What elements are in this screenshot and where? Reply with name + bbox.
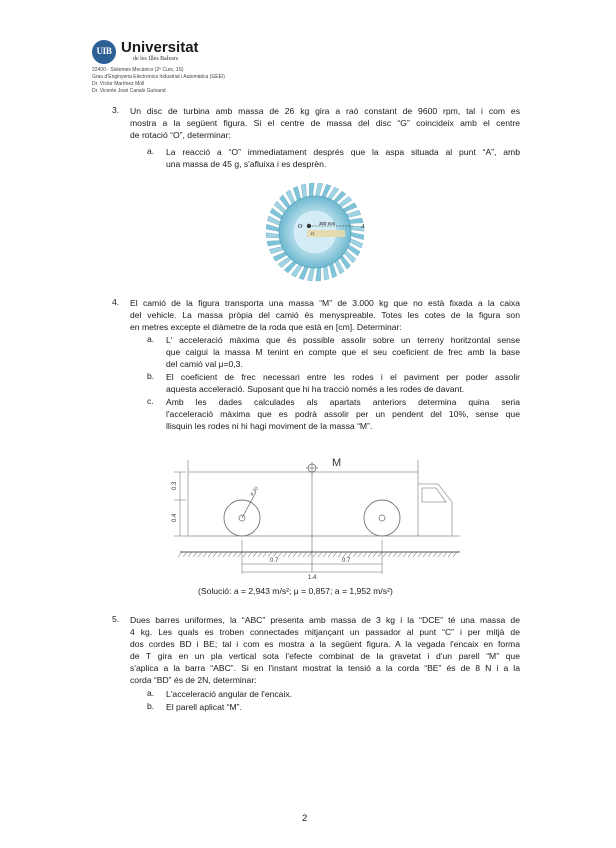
- hatch-line: [223, 552, 227, 557]
- hatch-line: [308, 552, 312, 557]
- item-line: El coeficient de frec necessari entre les rodes i el paviment per poder assolir: [166, 372, 520, 382]
- dim-total: 1.4: [308, 575, 317, 580]
- hatch-line: [203, 552, 207, 557]
- hatch-line: [178, 552, 182, 557]
- hatch-line: [303, 552, 307, 557]
- problem-4-number: 4.: [112, 297, 120, 307]
- problem-5-statement: [130, 614, 520, 686]
- label-O: O: [298, 224, 303, 230]
- item-line: l'acceleració màxima que es podrà assolir per un pendent del 10%, sense que: [166, 409, 520, 419]
- problem-5-item-a: L'acceleració angular de l'encaix.: [166, 689, 293, 699]
- hatch-line: [338, 552, 342, 557]
- hatch-line: [218, 552, 222, 557]
- label-A: A: [361, 224, 365, 230]
- wheel-diameter-label: ø 30: [248, 485, 260, 498]
- hatch-line: [423, 552, 427, 557]
- logo-abbr: UIB: [96, 46, 112, 56]
- hatch-line: [293, 552, 297, 557]
- hatch-line: [208, 552, 212, 557]
- hatch-line: [353, 552, 357, 557]
- problem-4-solution: (Solució: a = 2,943 m/s²; μ = 0,857; a = 1,952 m/s²): [198, 586, 393, 596]
- hatch-line: [323, 552, 327, 557]
- label-G: G: [311, 231, 315, 236]
- item-line: una massa de 45 g, s'afluixa i es desprèn.: [166, 159, 327, 169]
- truck-figure: [160, 440, 470, 580]
- truck-cab: [418, 484, 452, 536]
- hatch-line: [453, 552, 457, 557]
- problem-4-item-c: [166, 396, 520, 432]
- author-line-1: Dr. Víctor Martínez Moll: [92, 81, 145, 87]
- problem-5-line: s'aplica a la barra “ABC”. Si en l'instant mostrat la tensió a la corda “BE” és de 8 N i a la: [130, 663, 520, 673]
- problem-3-line: Un disc de turbina amb massa de 26 kg gira a raó constant de 9600 rpm, tal i com es: [130, 106, 520, 116]
- problem-5-number: 5.: [112, 614, 120, 624]
- problem-4-item-c-label: c.: [147, 396, 154, 406]
- page-number: 2: [302, 813, 308, 824]
- hatch-line: [443, 552, 447, 557]
- problem-4-statement: [130, 297, 520, 333]
- hatch-line: [428, 552, 432, 557]
- problem-5-line: dos cordes BD i BE; tal i com es mostra a la següent figura. A la vegada l'encaix en forma: [130, 639, 520, 649]
- university-name: Universitat: [121, 39, 199, 56]
- dim-right: 0.7: [342, 558, 351, 564]
- hatch-line: [238, 552, 242, 557]
- problem-4-item-b-label: b.: [147, 371, 155, 381]
- hatch-line: [318, 552, 322, 557]
- item-line: Amb les dades calculades als apartats anteriors determina quina seria: [166, 397, 520, 407]
- problem-5-line: Dues barres uniformes, la “ABC” presenta amb massa de 3 kg i la “DCE” té una massa de: [130, 615, 520, 625]
- hatch-line: [393, 552, 397, 557]
- hatch-line: [188, 552, 192, 557]
- problem-4-line: del vehicle. La massa pròpia del camió és menyspreable. Totes les cotes de la figura son: [130, 310, 520, 320]
- hatch-line: [378, 552, 382, 557]
- hatch-line: [368, 552, 372, 557]
- hatch-line: [278, 552, 282, 557]
- hatch-line: [398, 552, 402, 557]
- hatch-line: [298, 552, 302, 557]
- hatch-line: [233, 552, 237, 557]
- hatch-line: [418, 552, 422, 557]
- problem-5-item-a-label: a.: [147, 688, 155, 698]
- problem-4-item-b: [166, 371, 520, 395]
- problem-3-line: de rotació “O”, determinar:: [130, 130, 231, 140]
- item-line: del camió val μ=0,3.: [166, 359, 243, 369]
- hatch-line: [313, 552, 317, 557]
- hatch-line: [253, 552, 257, 557]
- problem-3-item-a-label: a.: [147, 146, 155, 156]
- hatch-line: [198, 552, 202, 557]
- hatch-line: [343, 552, 347, 557]
- hatch-line: [448, 552, 452, 557]
- hatch-line: [268, 552, 272, 557]
- turbine-disc-figure: [245, 182, 385, 282]
- hatch-line: [438, 552, 442, 557]
- hatch-line: [348, 552, 352, 557]
- degree-line: Grau d'Enginyeria Electrònica Industrial i Automàtica (GEEI): [92, 74, 225, 80]
- item-line: La reacció a “O” immediatament després que la aspa situada al punt “A”, amb: [166, 147, 520, 157]
- problem-3-item-a: [166, 146, 520, 170]
- problem-5-item-b: El parell aplicat “M”.: [166, 702, 242, 712]
- uib-logo: [92, 40, 116, 64]
- problem-5-line: corda “BD” és de 2N, determinar:: [130, 675, 257, 685]
- problem-4-item-a-label: a.: [147, 334, 155, 344]
- problem-4-item-a: [166, 334, 520, 370]
- radius-dimension: 300 mm: [319, 221, 336, 226]
- hatch-line: [388, 552, 392, 557]
- problem-4-line: en metres excepte el diàmetre de la roda que està en [cm]. Determinar:: [130, 322, 402, 332]
- problem-4-line: El camió de la figura transporta una massa “M” de 3.000 kg que no està fixada a la caixa: [130, 298, 520, 308]
- hatch-line: [243, 552, 247, 557]
- author-line-2: Dr. Vicente José Canals Guinand: [92, 88, 166, 94]
- hatch-line: [333, 552, 337, 557]
- item-line: llisquin les rodes ni hi hagi moviment de la massa “M”.: [166, 421, 373, 431]
- hatch-line: [358, 552, 362, 557]
- hatch-line: [288, 552, 292, 557]
- hatch-line: [373, 552, 377, 557]
- hatch-line: [193, 552, 197, 557]
- university-subtitle: de les Illes Balears: [133, 56, 179, 62]
- ground-hatch: [178, 552, 457, 557]
- problem-5-line: de T gira en un pla vertical sota l'efecte combinat de la gravetat i d'un parell “M” que: [130, 651, 520, 661]
- front-wheel-hub: [379, 515, 385, 521]
- dim-left: 0.7: [270, 558, 279, 564]
- hatch-line: [263, 552, 267, 557]
- hatch-line: [413, 552, 417, 557]
- item-line: L' acceleració màxima que és possible assolir sobre un terreny horitzontal sense: [166, 335, 520, 345]
- hatch-line: [408, 552, 412, 557]
- hatch-line: [403, 552, 407, 557]
- problem-5-line: 4 kg. Les quals es troben connectades mitjançant un passador al punt “C” i per mitjà de: [130, 627, 520, 637]
- hatch-line: [328, 552, 332, 557]
- item-line: aquesta acceleració. Suposant que hi ha tracció només a les rodes de davant.: [166, 384, 465, 394]
- problem-3-statement: [130, 105, 520, 141]
- problem-3-number: 3.: [112, 105, 120, 115]
- course-line: 22400 - Sistemes Mecànics (2º Curs, 1S): [92, 67, 184, 73]
- hatch-line: [258, 552, 262, 557]
- hatch-line: [383, 552, 387, 557]
- hatch-line: [433, 552, 437, 557]
- dim-vertical-bottom: 0.4: [172, 513, 178, 522]
- item-line: que caigui la massa M tenint en compte que el seu coeficient de frec amb la base: [166, 347, 520, 357]
- hatch-line: [183, 552, 187, 557]
- hatch-line: [228, 552, 232, 557]
- hatch-line: [273, 552, 277, 557]
- hatch-line: [248, 552, 252, 557]
- hatch-line: [283, 552, 287, 557]
- hatch-line: [213, 552, 217, 557]
- mass-label: M: [332, 457, 342, 469]
- problem-5-item-b-label: b.: [147, 701, 155, 711]
- problem-3-line: mostra a la següent figura. Si el centre de massa del disc “G” coincideix amb el centre: [130, 118, 520, 128]
- hatch-line: [363, 552, 367, 557]
- dim-vertical-top: 0.3: [172, 481, 178, 490]
- center-O-mark: [307, 224, 311, 228]
